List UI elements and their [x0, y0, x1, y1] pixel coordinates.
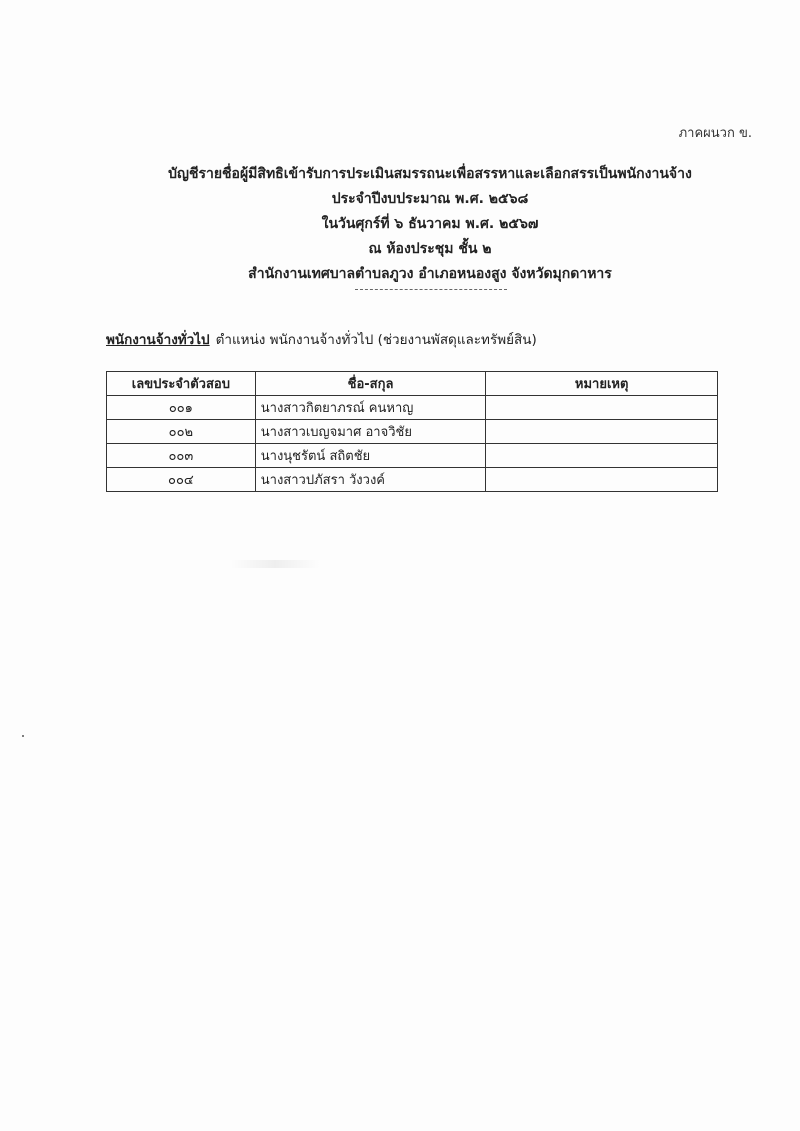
- candidate-table: [106, 371, 718, 492]
- table-header-row: [107, 372, 718, 396]
- appendix-label: ภาคผนวก ข.: [678, 126, 752, 141]
- document-heading: [100, 162, 760, 287]
- name-cell: นางสาวปภัสรา วังวงค์: [255, 468, 486, 492]
- remark-cell: [486, 396, 718, 420]
- heading-line-4: ณ ห้องประชุม ชั้น ๒: [368, 241, 492, 257]
- name-cell: นางสาวกิตยาภรณ์ คนหาญ: [255, 396, 486, 420]
- exam-id-cell: ๐๐๑: [107, 396, 256, 420]
- section-title: [106, 328, 537, 350]
- scan-speck: [22, 735, 24, 737]
- exam-id-cell: ๐๐๔: [107, 468, 256, 492]
- header-exam-id: เลขประจำตัวสอบ: [107, 372, 256, 396]
- heading-line-2: ประจำปีงบประมาณ พ.ศ. ๒๕๖๘: [331, 191, 529, 207]
- header-name: ชื่อ-สกุล: [255, 372, 486, 396]
- section-category: พนักงานจ้างทั่วไป: [106, 332, 210, 348]
- table-row: [107, 396, 718, 420]
- table-row: [107, 420, 718, 444]
- name-cell: นางสาวเบญจมาศ อาจวิชัย: [255, 420, 486, 444]
- remark-cell: [486, 468, 718, 492]
- header-remark: หมายเหตุ: [486, 372, 718, 396]
- heading-line-1: บัญชีรายชื่อผู้มีสิทธิเข้ารับการประเมินสมรรถนะเพื่อสรรหาและเลือกสรรเป็นพนักงานจ้าง: [168, 166, 692, 182]
- table-row: [107, 468, 718, 492]
- remark-cell: [486, 420, 718, 444]
- name-cell: นางนุชรัตน์ สถิตชัย: [255, 444, 486, 468]
- remark-cell: [486, 444, 718, 468]
- heading-line-3: ในวันศุกร์ที่ ๖ ธันวาคม พ.ศ. ๒๕๖๗: [321, 216, 539, 232]
- exam-id-cell: ๐๐๒: [107, 420, 256, 444]
- heading-line-5: สำนักงานเทศบาลตำบลภูวง อำเภอหนองสูง จังหวัดมุกดาหาร: [248, 266, 612, 282]
- dashed-divider: [355, 289, 507, 290]
- table-row: [107, 444, 718, 468]
- exam-id-cell: ๐๐๓: [107, 444, 256, 468]
- scan-smudge: [230, 560, 320, 568]
- section-position: ตำแหน่ง พนักงานจ้างทั่วไป (ช่วยงานพัสดุและทรัพย์สิน): [215, 332, 537, 348]
